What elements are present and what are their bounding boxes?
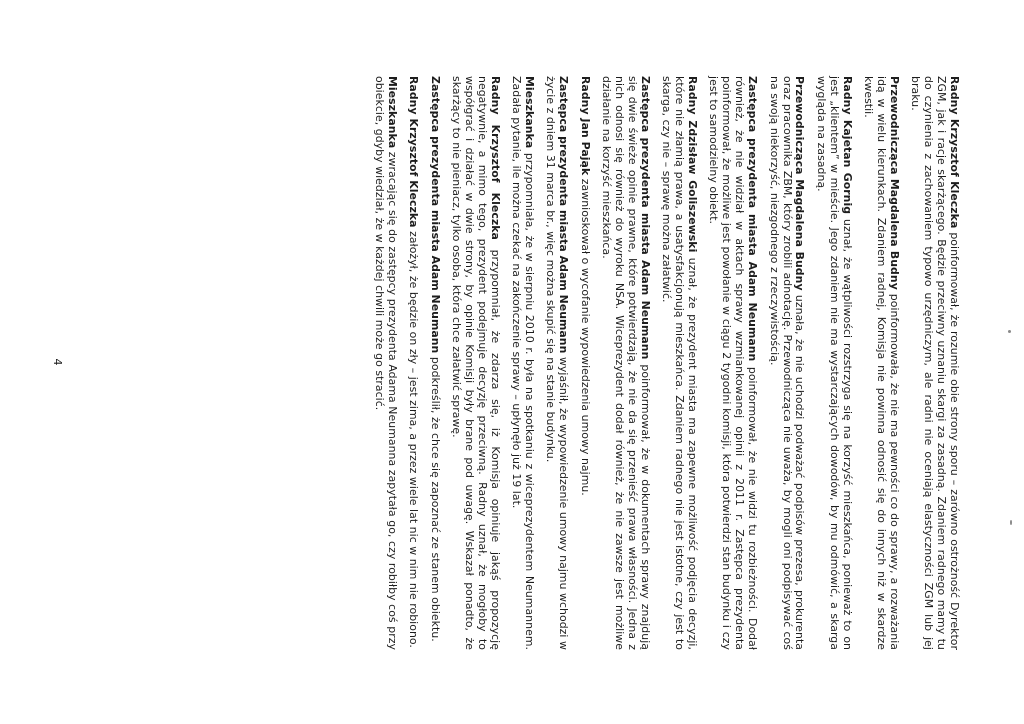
- speaker-name: Zastępca prezydenta miasta Adam Neumann: [746, 76, 760, 362]
- scan-artifact: [1010, 520, 1012, 525]
- paragraph-text: uznał, że wątpliwości rozstrzyga się na korzyść mieszkańca, ponieważ to on jest „klientem” w mieście. Jego zdaniem nie ma wystarczających dowodów, by mu odmówić, a skarga wygląda na zasadną.: [814, 76, 854, 650]
- minutes-paragraph: [861, 76, 900, 650]
- minutes-paragraph: [406, 76, 419, 650]
- speaker-name: Zastępca prezydenta miasta Adam Neumann: [638, 76, 652, 360]
- paragraph-text: uznał, że prezydent miasta ma zapewne możliwość podjęcia decyzji, które nie złamią prawa, a usatysfakcjonują mieszkańca. Zdaniem radnego nie jest istotne, czy jest to skarga, czy nie – sprawę można załatwić.: [660, 76, 700, 650]
- paragraph-text: poinformował, że nie widzi tu rozbieżności. Dodał również, że nie widział w aktach sprawy wzmiankowanej opinii z 2011 r. Zastępca prezydenta poinformował, że możliwe jest powołanie w ciągu 2 tygodni komisji, która potwierdzi stan budynku i czy jest to samodzielny obiekt.: [707, 76, 760, 650]
- paragraph-text: przypomniała, że w sierpniu 2010 r. była na spotkaniu z wiceprezydentem Neumannem. Zadała pytanie, ile można czekać na zakończenie sprawy – upłynęło już 19 lat.: [510, 76, 537, 650]
- speaker-name: Radny Krzysztof Kleczka: [407, 76, 421, 228]
- minutes-paragraph: [659, 76, 698, 650]
- speaker-name: Przewodnicząca Magdalena Budny: [793, 76, 807, 291]
- minutes-paragraph: [908, 76, 960, 650]
- speaker-name: Radny Krzysztof Kleczka: [488, 76, 502, 240]
- scan-artifact: [1008, 330, 1011, 333]
- minutes-paragraph: [428, 76, 441, 650]
- speaker-name: Radny Krzysztof Kleczka: [948, 76, 961, 229]
- speaker-name: Radny Jan Pająk: [578, 76, 592, 176]
- paragraph-text: poinformowała, że nie ma pewności co do sprawy, a rozważania idą w wielu kierunkach. Zdaniem radnej, Komisja nie powinna odnosić się do innych niż w skardze kwestii.: [862, 76, 901, 650]
- paragraph-text: zwracając się do zastępcy prezydenta Adama Neumanna zapytała go, czy robiłby coś przy obiekcie, gdyby wiedział, że w każdej chwili może go stracić.: [372, 76, 399, 650]
- minutes-body: [372, 76, 960, 650]
- minutes-paragraph: [578, 76, 591, 650]
- minutes-paragraph: [544, 76, 570, 650]
- minutes-paragraph: [509, 76, 535, 650]
- page-number: 4: [51, 358, 64, 366]
- speaker-name: Zastępca prezydenta miasta Adam Neumann: [428, 76, 442, 354]
- paragraph-text: wyjaśnił, że wypowiedzenie umowy najmu wchodzi w życie z dniem 31 marca br., więc można skupić się na stanie budynku.: [544, 76, 571, 650]
- paragraph-text: podkreślił, że chce się zapoznać ze stanem obiektu.: [428, 353, 442, 642]
- minutes-paragraph: [599, 76, 651, 650]
- minutes-paragraph: [814, 76, 853, 650]
- speaker-name: Zastępca prezydenta miasta Adam Neumann: [557, 76, 571, 354]
- paragraph-text: poinformował, że rozumie obie strony sporu – zarówno ostrożność Dyrektor ZGM, jak i racje skarżącego. Będzie przeciwny uznaniu skargi za zasadną. Zdaniem radnego mamy tu do czynienia z zachowaniem typowo urzędniczym, ale radni nie oceniają elastyczności ZGM lub jej braku.: [909, 76, 961, 651]
- speaker-name: Mieszkanka: [385, 76, 399, 149]
- speaker-name: Przewodnicząca Magdalena Budny: [887, 76, 901, 290]
- speaker-name: Radny Zdzisław Goliszewski: [686, 76, 700, 253]
- speaker-name: Radny Kajetan Gornig: [840, 76, 854, 215]
- minutes-paragraph: [767, 76, 806, 650]
- minutes-paragraph: [707, 76, 759, 650]
- paragraph-text: poinformował, że w dokumentach sprawy znajdują się dwie świeże opinie prawne, które potwierdzają, że nie da się przenieść prawa własności. Jedna z nich odnosi się również do wyroku NSA. Wiceprezydent dodał również, że nie zawsze jest możliwe działanie na korzyść mieszkańca.: [600, 76, 652, 650]
- paragraph-text: przypomniał, że zdarza się, iż Komisja opiniuje jakąś propozycję negatywnie, a mimo tego, prezydent podejmuje decyzję przeciwną. Radny uznał, że mogłoby to współgrać i działać w dwie strony, by opinie Komisji były brane pod uwagę. Wskazał ponadto, że skarżący to nie pieniacz, tylko osoba, która chce załatwić sprawę.: [450, 76, 502, 650]
- paragraph-text: uznała, że nie uchodzi podważać podpisów prezesa, prokurenta oraz pracownika ZBM, który zrobili adnotację. Przewodnicząca nie uważa, by mogli oni podpisywać coś na swoją niekorzyść, niezgodnego z rzeczywistością.: [767, 76, 807, 651]
- paragraph-text: zawnioskował o wycofanie wypowiedzenia umowy najmu.: [578, 175, 592, 496]
- minutes-paragraph: [372, 76, 398, 650]
- paragraph-text: założył, że będzie on zły – jest zima, a przez wiele lat nic w nim nie robiono.: [407, 227, 421, 648]
- speaker-name: Mieszkanka: [523, 76, 537, 149]
- minutes-paragraph: [449, 76, 501, 650]
